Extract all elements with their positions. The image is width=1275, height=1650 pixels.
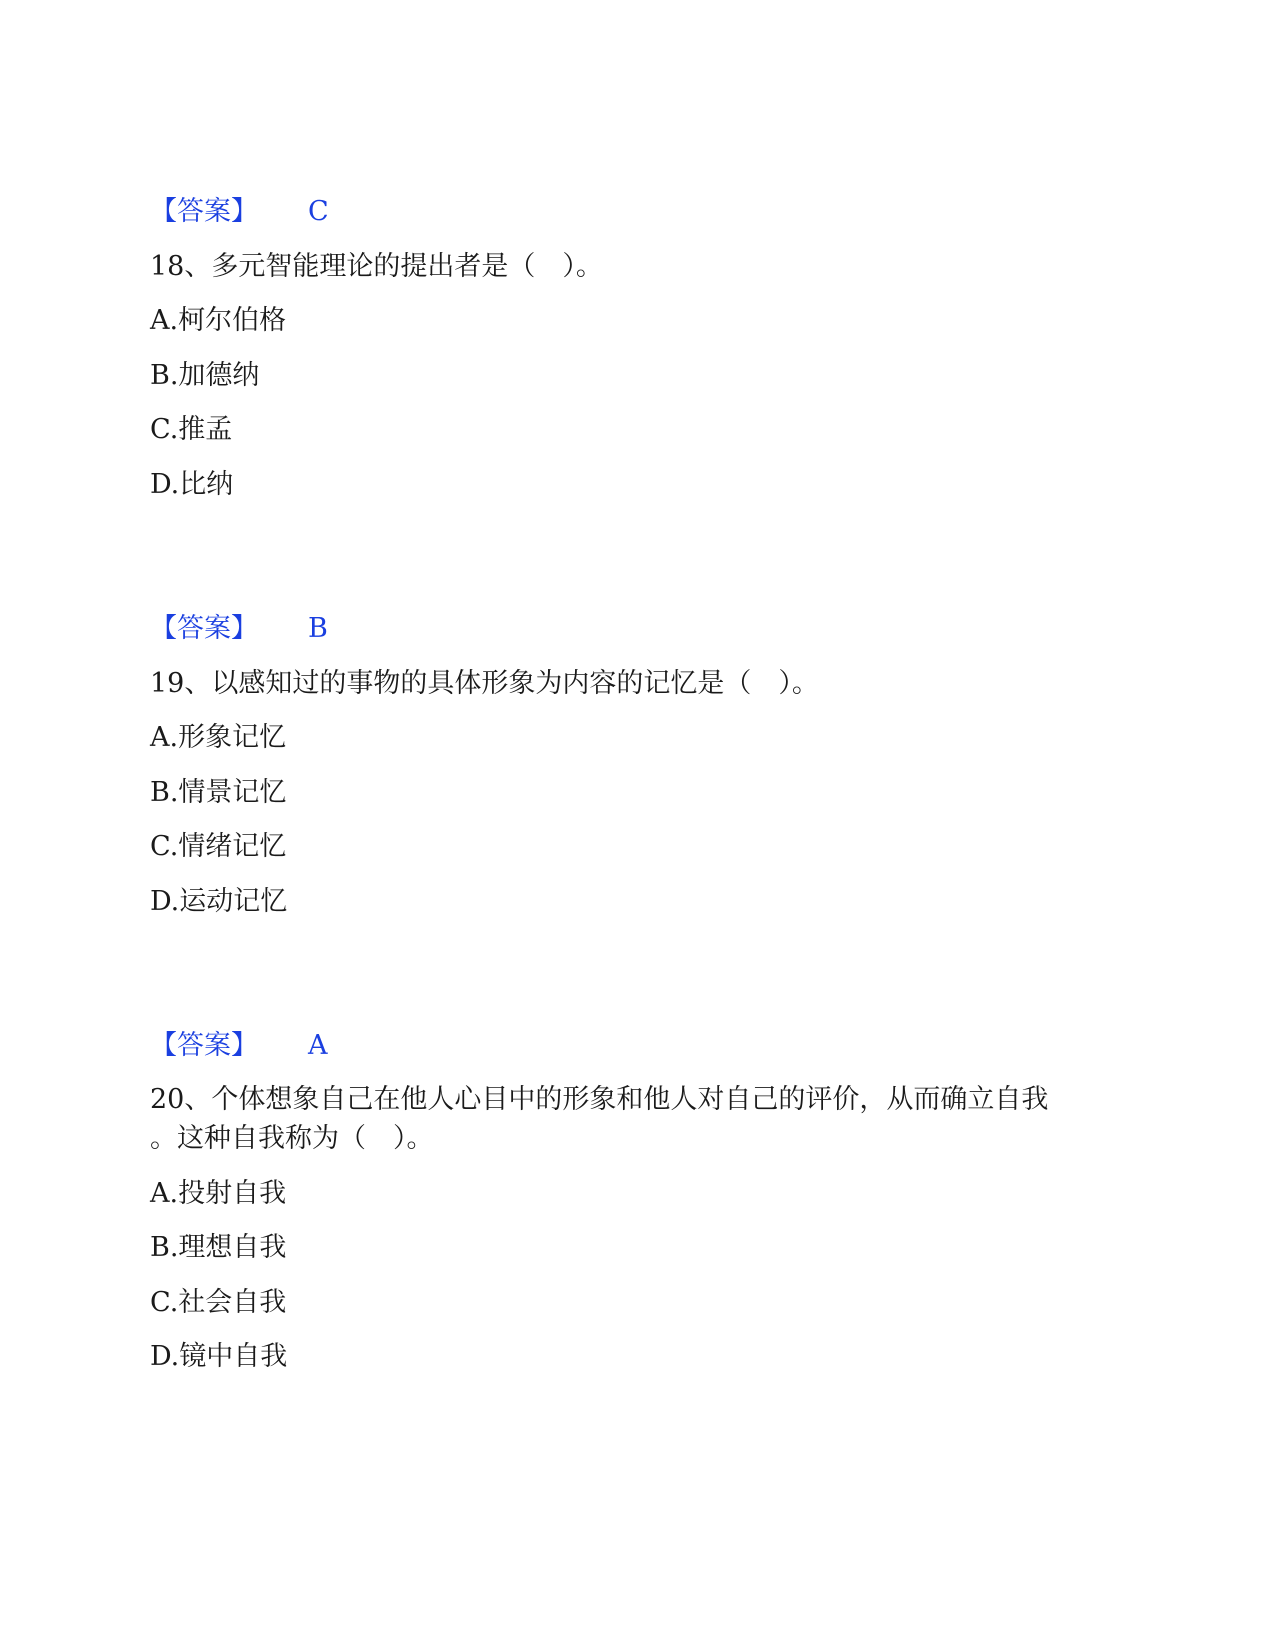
question-19-option-a: A.形象记忆 <box>150 722 287 753</box>
question-19-option-d: D.运动记忆 <box>150 886 288 917</box>
question-20-option-b: B.理想自我 <box>150 1232 287 1263</box>
question-18-option-b: B.加德纳 <box>150 360 260 391</box>
answer-line-18 <box>150 611 328 647</box>
answer-value: C <box>308 196 329 227</box>
answer-value: B <box>308 613 328 644</box>
question-20-text-line1: 20、个体想象自己在他人心目中的形象和他人对自己的评价，从而确立自我 <box>150 1084 1049 1115</box>
answer-value: A <box>308 1030 328 1061</box>
answer-label: 【答案】 <box>150 613 258 644</box>
question-19-option-b: B.情景记忆 <box>150 777 287 808</box>
question-18-option-a: A.柯尔伯格 <box>150 305 287 336</box>
answer-label: 【答案】 <box>150 1030 258 1061</box>
question-20-option-a: A.投射自我 <box>150 1178 287 1209</box>
question-18-text: 18、多元智能理论的提出者是（ ）。 <box>150 251 603 282</box>
answer-label: 【答案】 <box>150 196 258 227</box>
question-18-option-c: C.推孟 <box>150 414 233 445</box>
question-20-option-c: C.社会自我 <box>150 1287 287 1318</box>
answer-line-17 <box>150 194 329 230</box>
answer-line-19 <box>150 1028 328 1064</box>
question-19-text: 19、以感知过的事物的具体形象为内容的记忆是（ ）。 <box>150 668 819 699</box>
question-19-option-c: C.情绪记忆 <box>150 831 287 862</box>
question-20-text-line2: 。这种自我称为（ ）。 <box>150 1123 434 1154</box>
question-18-option-d: D.比纳 <box>150 469 234 500</box>
question-20-option-d: D.镜中自我 <box>150 1341 288 1372</box>
